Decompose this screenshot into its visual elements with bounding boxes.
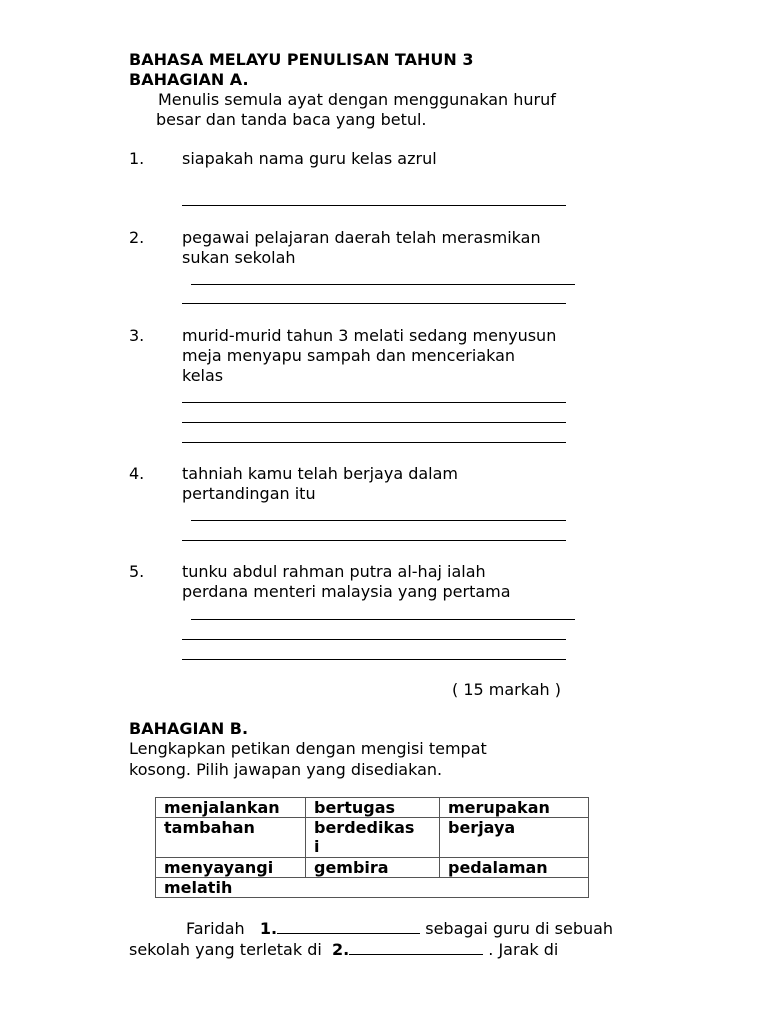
answer-line xyxy=(191,520,566,521)
answer-line xyxy=(182,659,566,660)
word-bank-cell: menjalankan xyxy=(156,798,306,818)
answer-line xyxy=(182,639,566,640)
passage-text: . Jarak di xyxy=(483,940,559,959)
blank-2-number: 2. xyxy=(331,940,350,959)
blank-1[interactable] xyxy=(277,919,420,934)
answer-line xyxy=(182,422,566,423)
answer-line xyxy=(182,402,566,403)
word-bank-cell: berdedikas i xyxy=(306,818,440,858)
word-bank-cell: berjaya xyxy=(440,818,589,858)
section-b-instruction-line2: kosong. Pilih jawapan yang disediakan. xyxy=(129,760,443,779)
word-bank-cell: tambahan xyxy=(156,818,306,858)
question-5-text-line2: perdana menteri malaysia yang pertama xyxy=(182,582,511,601)
question-3-number: 3. xyxy=(129,326,145,345)
question-1-number: 1. xyxy=(129,149,145,168)
section-a-heading: BAHAGIAN A. xyxy=(129,70,249,89)
question-1-text: siapakah nama guru kelas azrul xyxy=(182,149,437,168)
word-bank-table xyxy=(155,797,589,898)
question-3-text-line1: murid-murid tahun 3 melati sedang menyusun xyxy=(182,326,557,345)
question-3-text-line2: meja menyapu sampah dan menceriakan xyxy=(182,346,516,365)
answer-line xyxy=(182,303,566,304)
blank-2[interactable] xyxy=(349,940,483,955)
section-b-heading: BAHAGIAN B. xyxy=(129,719,249,738)
marks-label: ( 15 markah ) xyxy=(452,680,561,699)
passage-text: sekolah yang terletak di xyxy=(129,940,332,959)
passage-text: sebagai guru di sebuah xyxy=(420,919,614,938)
section-a-instruction-line1: Menulis semula ayat dengan menggunakan huruf xyxy=(158,90,556,109)
word-bank-cell: merupakan xyxy=(440,798,589,818)
blank-1-number: 1. xyxy=(259,919,278,938)
passage-line1 xyxy=(186,919,613,939)
question-5-number: 5. xyxy=(129,562,145,581)
word-bank-cell: melatih xyxy=(156,878,589,898)
question-5-text-line1: tunku abdul rahman putra al-haj ialah xyxy=(182,562,486,581)
section-b-instruction-line1: Lengkapkan petikan dengan mengisi tempat xyxy=(129,739,487,758)
question-4-text-line1: tahniah kamu telah berjaya dalam xyxy=(182,464,459,483)
answer-line xyxy=(182,205,566,206)
question-4-text-line2: pertandingan itu xyxy=(182,484,316,503)
worksheet-title: BAHASA MELAYU PENULISAN TAHUN 3 xyxy=(129,50,474,69)
question-2-text-line2: sukan sekolah xyxy=(182,248,296,267)
word-bank-cell: pedalaman xyxy=(440,858,589,878)
question-2-text-line1: pegawai pelajaran daerah telah merasmikan xyxy=(182,228,541,247)
question-3-text-line3: kelas xyxy=(182,366,224,385)
word-bank-cell: bertugas xyxy=(306,798,440,818)
passage-text: Faridah xyxy=(186,919,260,938)
word-bank-cell: menyayangi xyxy=(156,858,306,878)
passage-line2 xyxy=(129,940,558,960)
question-2-number: 2. xyxy=(129,228,145,247)
answer-line xyxy=(191,619,575,620)
answer-line xyxy=(182,540,566,541)
answer-line xyxy=(182,442,566,443)
answer-line xyxy=(191,284,575,285)
word-bank-cell: gembira xyxy=(306,858,440,878)
question-4-number: 4. xyxy=(129,464,145,483)
section-a-instruction-line2: besar dan tanda baca yang betul. xyxy=(156,110,427,129)
